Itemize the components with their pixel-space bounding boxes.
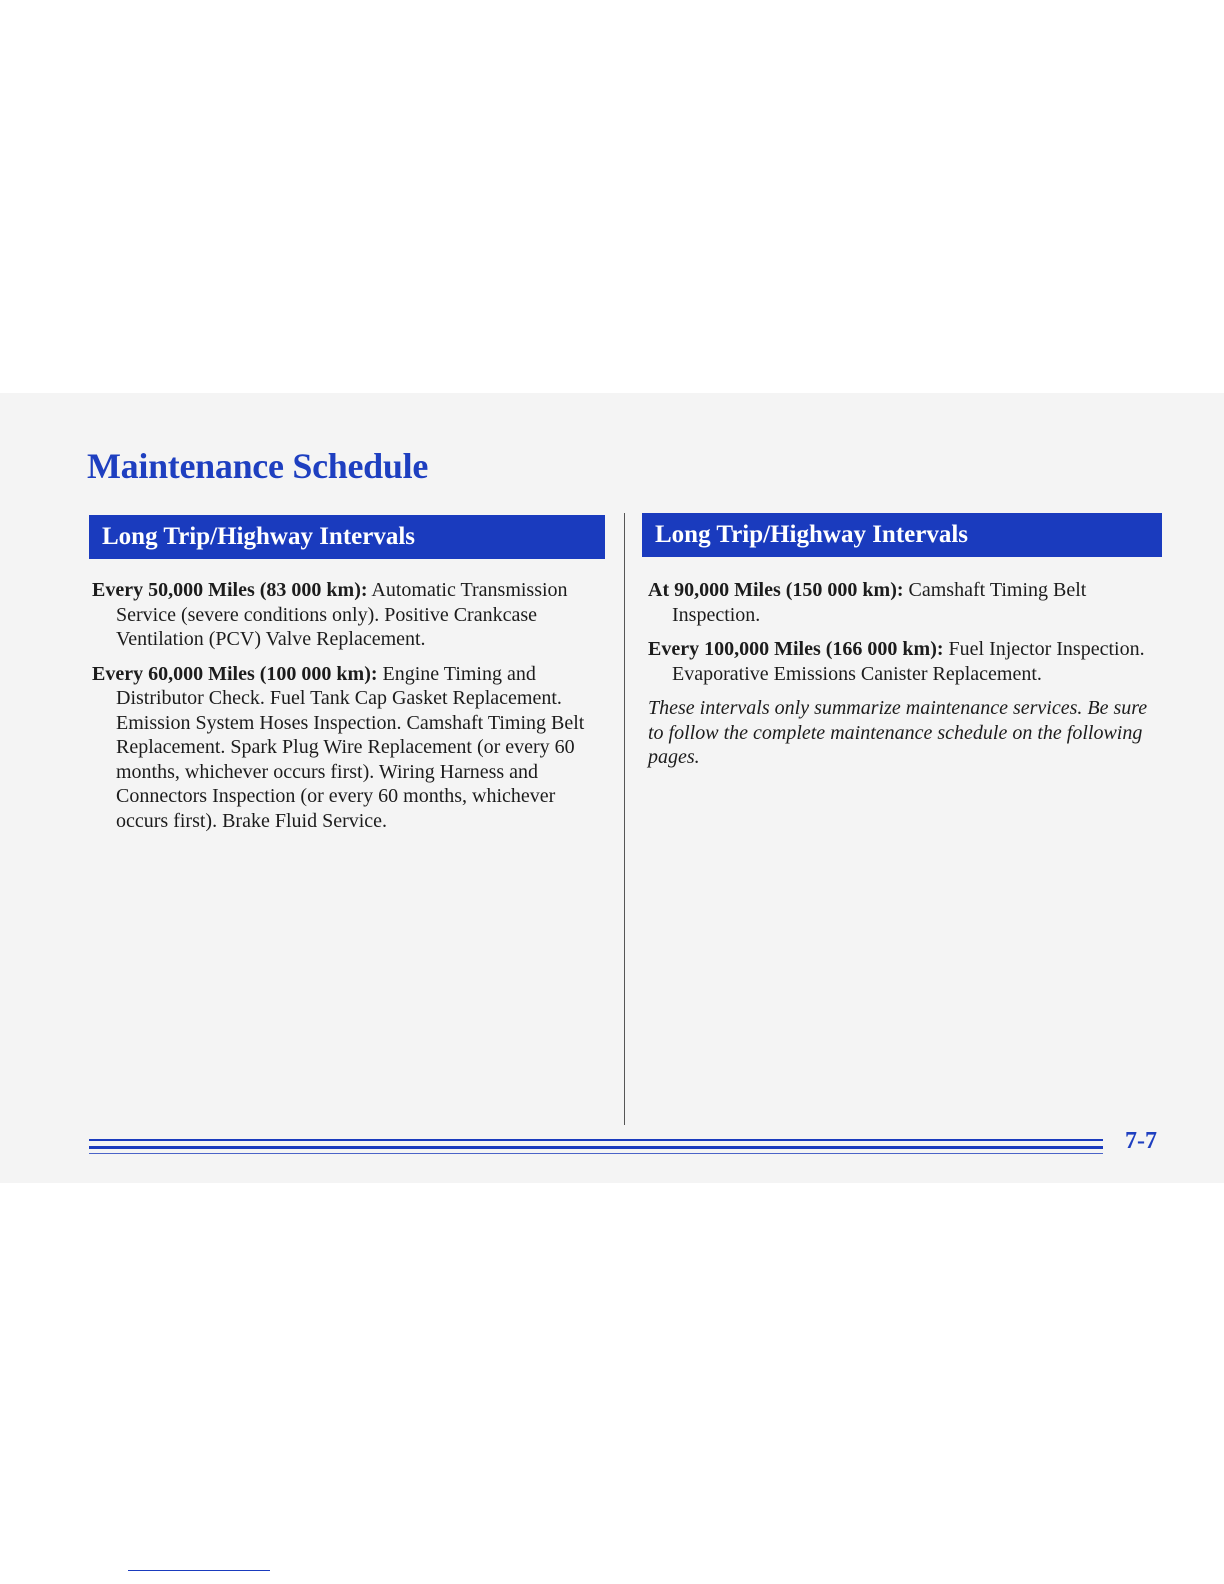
left-section-header: Long Trip/Highway Intervals xyxy=(89,515,605,559)
footer-rule xyxy=(89,1153,1103,1154)
footer-rule xyxy=(89,1146,1103,1149)
interval-entry-90000 xyxy=(648,578,1148,627)
interval-lead: Every 50,000 Miles (83 000 km): xyxy=(92,579,368,601)
interval-lead: Every 100,000 Miles (166 000 km): xyxy=(648,638,944,660)
right-section-header: Long Trip/Highway Intervals xyxy=(642,513,1162,557)
interval-lead: Every 60,000 Miles (100 000 km): xyxy=(92,662,378,685)
interval-entry-100000 xyxy=(648,637,1148,686)
left-column xyxy=(92,578,612,843)
interval-entry-50000 xyxy=(92,578,612,652)
summary-note: These intervals only summarize maintenance services. Be sure to follow the complete maintenance schedule on the following pages. xyxy=(648,697,1148,768)
interval-entry-60000 xyxy=(92,662,612,834)
column-divider xyxy=(624,513,625,1125)
interval-text: Fuel Injector Inspection. Evaporative Emissions Canister Replacement. xyxy=(672,638,1145,685)
interval-text: Automatic Transmission Service (severe conditions only). Positive Crankcase Ventilation (PCV) Valve Replacement. xyxy=(116,579,568,650)
footer-rule xyxy=(89,1139,1103,1141)
interval-text: Camshaft Timing Belt Inspection. xyxy=(672,579,1087,626)
page-number: 7-7 xyxy=(1125,1128,1157,1154)
interval-lead: At 90,000 Miles (150 000 km): xyxy=(648,579,904,601)
interval-text: Engine Timing and Distributor Check. Fuel Tank Cap Gasket Replacement. Emission System Hoses Inspection. Camshaft Timing Belt Replacement. Spark Plug Wire Replacement (or every 60 months, whichever occurs first). Wiring Harness and Connectors Inspection (or every 60 months, whichever occurs first). Brake Fluid Service. xyxy=(116,662,585,832)
page-title: Maintenance Schedule xyxy=(87,446,428,486)
stray-rule xyxy=(128,1570,270,1571)
right-column xyxy=(648,578,1148,770)
